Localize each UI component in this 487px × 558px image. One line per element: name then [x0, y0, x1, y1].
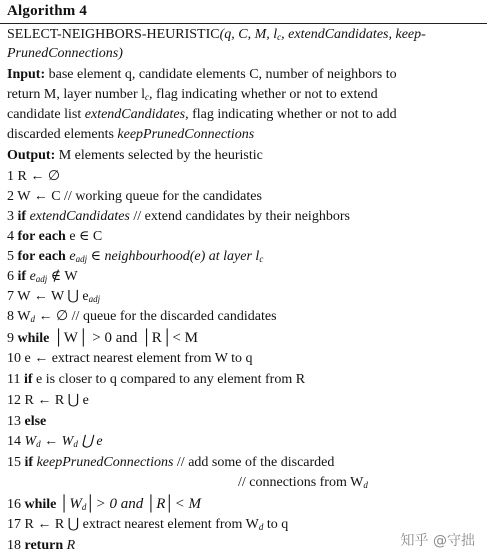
- code-line-5: [7, 247, 263, 267]
- code-line-10: 10 e ← extract nearest element from W to q: [7, 351, 253, 366]
- input-text-2c: , flag indicating whether or not to extend: [149, 87, 378, 102]
- signature-name: SELECT-NEIGHBORS-HEURISTIC: [7, 27, 220, 42]
- code-text: ← W: [40, 434, 74, 449]
- code-line-14: [7, 432, 103, 452]
- code-line-1: 1 R ← ∅: [7, 169, 61, 184]
- code-text: e is closer to q compared to any element from R: [32, 372, 306, 387]
- code-var: W: [24, 434, 37, 449]
- title-rule: [0, 23, 487, 24]
- signature-params: (q, C, M, l: [219, 27, 278, 42]
- input-text-2a: return M, layer number l: [7, 87, 146, 102]
- code-line-18: [7, 536, 75, 556]
- code-line-12: 12 R ← R ⋃ e: [7, 393, 89, 408]
- line-num: 3: [7, 209, 18, 224]
- line-num: 13: [7, 414, 25, 429]
- code-sub: d: [30, 314, 35, 324]
- code-line-17: [7, 515, 288, 535]
- input-sub: c: [145, 92, 150, 102]
- line-num: 4: [7, 229, 18, 244]
- input-text-3a: candidate list: [7, 107, 85, 122]
- line-num: 16: [7, 497, 25, 512]
- code-text: to q: [263, 517, 289, 532]
- code-line-6: [7, 267, 78, 287]
- code-line-15: [7, 453, 334, 473]
- code-sub: d: [258, 522, 264, 532]
- input-text-3b: extendCandidates: [84, 107, 186, 122]
- code-comment: // extend candidates by their neighbors: [129, 209, 350, 224]
- code-line-15-cont: [238, 473, 368, 493]
- code-comment: // add some of the discarded: [173, 455, 335, 470]
- algorithm-title: Algorithm 4: [7, 3, 88, 19]
- line-num: 15: [7, 455, 25, 470]
- code-var: R: [63, 538, 76, 553]
- code-comment: // connections from W: [238, 475, 364, 490]
- line-num: 18: [7, 538, 25, 553]
- code-sub: d: [81, 502, 87, 512]
- code-line-2: 2 W ← C // working queue for the candidates: [7, 189, 262, 204]
- line-num: 6: [7, 269, 18, 284]
- keyword: for each: [17, 249, 66, 264]
- keyword: if: [24, 455, 34, 470]
- line-num: 17: [7, 517, 25, 532]
- line-num: 9: [7, 331, 18, 346]
- code-sub: adj: [75, 254, 88, 264]
- output-line: [7, 146, 263, 166]
- code-text: │W│ > 0 and │R│< M: [49, 330, 198, 346]
- code-var: e: [65, 249, 76, 264]
- signature-sub: c: [277, 32, 282, 42]
- input-line-4: [7, 125, 254, 145]
- line-num: 14: [7, 434, 25, 449]
- code-var: extendCandidates: [26, 209, 130, 224]
- code-line-7: [7, 287, 100, 307]
- line-num: 7: [7, 289, 18, 304]
- code-var: W: [17, 309, 31, 324]
- code-line-13: [7, 412, 46, 432]
- code-text: ← ∅ // queue for the discarded candidates: [34, 309, 277, 324]
- line-num: 11: [7, 372, 24, 387]
- keyword: while: [17, 331, 50, 346]
- keyword: for each: [17, 229, 66, 244]
- input-text-3c: , flag indicating whether or not to add: [185, 107, 397, 122]
- signature-line-1: [7, 25, 426, 45]
- code-line-11: [7, 370, 305, 390]
- signature-params-cont: , extendCandidates, keep-: [281, 27, 426, 42]
- code-text: │W: [56, 496, 82, 512]
- code-sub: adj: [88, 294, 101, 304]
- input-text-4b: keepPrunedConnections: [117, 127, 255, 142]
- code-text: ⋃ e: [77, 434, 103, 449]
- code-sub: adj: [35, 274, 48, 284]
- code-var: e: [26, 269, 36, 284]
- code-line-3: [7, 207, 350, 227]
- output-text: M elements selected by the heuristic: [55, 148, 263, 163]
- line-num: 5: [7, 249, 18, 264]
- input-line-2: [7, 85, 378, 105]
- code-sub: d: [73, 439, 78, 449]
- keyword: return: [24, 538, 64, 553]
- code-sub: d: [36, 439, 41, 449]
- input-line-1: [7, 65, 397, 85]
- signature-line-2: PrunedConnections): [7, 46, 123, 61]
- code-text: e ∈ C: [65, 229, 103, 244]
- code-line-9: [7, 328, 198, 349]
- input-text: base element q, candidate elements C, number of neighbors to: [45, 67, 397, 82]
- output-label: Output:: [7, 148, 56, 163]
- code-sub: c: [259, 254, 264, 264]
- code-line-16: [7, 494, 201, 515]
- code-text: R ← R ⋃ extract nearest element from W: [24, 517, 259, 532]
- input-text-4a: discarded elements: [7, 127, 118, 142]
- code-line-4: [7, 227, 102, 247]
- code-text: │> 0 and │R│< M: [86, 496, 201, 512]
- input-line-3: [7, 105, 397, 125]
- code-text: W ← W ⋃ e: [17, 289, 89, 304]
- code-line-8: [7, 307, 277, 327]
- watermark: 知乎 @守拙: [400, 533, 475, 549]
- code-text: ∈ neighbourhood(e) at layer l: [87, 249, 260, 264]
- keyword: if: [17, 209, 27, 224]
- keyword: else: [24, 414, 47, 429]
- code-text: ∉ W: [47, 269, 78, 284]
- keyword: if: [17, 269, 27, 284]
- keyword: while: [24, 497, 57, 512]
- input-label: Input:: [7, 67, 46, 82]
- code-var: keepPrunedConnections: [33, 455, 174, 470]
- line-num: 8: [7, 309, 18, 324]
- keyword: if: [23, 372, 33, 387]
- code-sub: d: [363, 480, 368, 490]
